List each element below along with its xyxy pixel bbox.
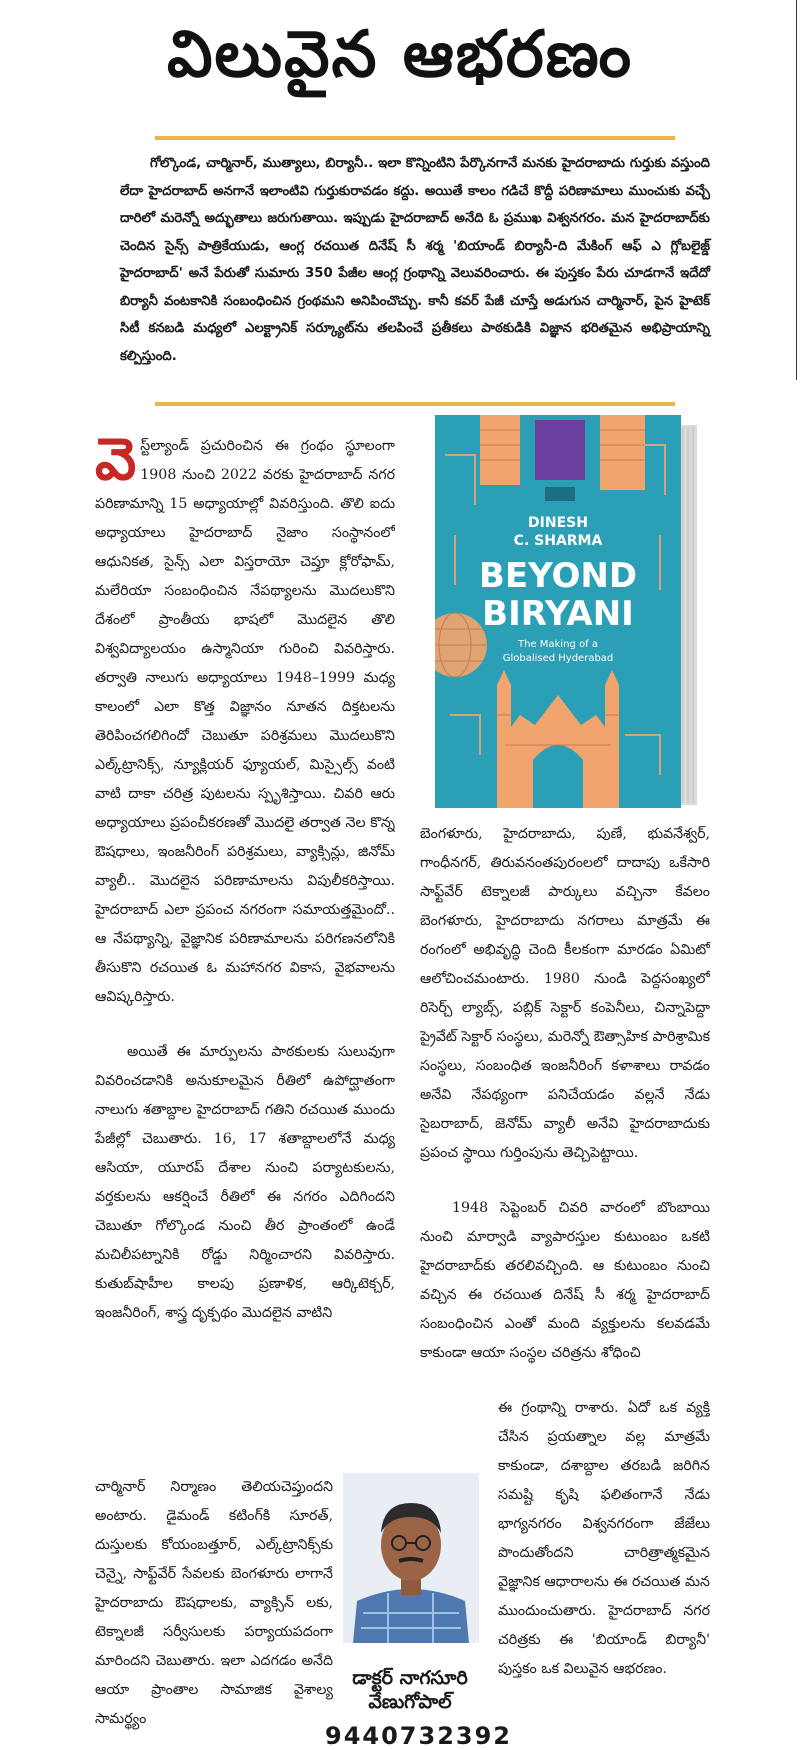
left-lower-column: [95, 1473, 333, 1745]
right-paragraph-2: 1948 సెప్టెంబర్ చివరి వారంలో బొంబాయి నుంచి మార్వాడి వ్యాపారస్తుల కుటుంబం ఒకటి హైదరాబాద్‌కు తరలివచ్చింది. ఆ కుటుంబం నుంచి వచ్చిన ఈ రచయిత దినేష్ సీ శర్మ హైదరాబాద్ సంబంధించిన ఎంతో మంది వ్యక్తులను కలవడమే కాకుండా ఆయా సంస్థల చరిత్రను శోధించి: [420, 1200, 710, 1361]
right-paragraph-1: బెంగళూరు, హైదరాబాదు, పుణే, భువనేశ్వర్, గాంధీనగర్, తిరువనంతపురంలలో దాదాపు ఒకేసారి సాఫ్ట్‌వేర్ టెక్నాలజీ పార్కులు వచ్చినా కేవలం బెంగళూరు, హైదరాబాదు నగరాలు మాత్రమే ఈ రంగంలో అభివృద్ధి చెంది కీలకంగా మారడం ఏమిటో ఆలోచించమంటారు. 1980 నుండి పెద్దసంఖ్యలో రిసెర్చ్ ల్యాబ్స్, పబ్లిక్ సెక్టార్ కంపెనీలు, చిన్నాపెద్దా ప్రైవేట్ సెక్టార్ సంస్థలు, మరెన్నో ఔత్సాహిక పారిశ్రామిక సంస్థలు, సంబంధిత ఇంజనీరింగ్ కళాశాలు రావడం అనేవి నేపథ్యంగా పనిచేయడం వల్లనే నేడు సైబరాబాద్, జెనోమ్ వ్యాలీ అనేవి హైదరాబాదుకు ప్రపంచ స్థాయి గుర్తింపును తెచ్చిపెట్టాయి.: [420, 826, 710, 1161]
book-author-line1: DINESH: [528, 515, 588, 531]
book-title-line2: BIRYANI: [482, 594, 634, 634]
author-name: [325, 1666, 495, 1714]
left-paragraph-3: చార్మినార్ నిర్మాణం తెలియచెప్తుందని అంటారు. డైమండ్ కటింగ్‌కి సూరత్, దుస్తులకు కోయంబత్తూర్, ఎల్క్‌ట్రానిక్స్‌కు చెన్నై, సాఫ్ట్‌వేర్ సేవలకు బెంగళూరు లాగానే హైదరాబాదు ఔషధాలకు, వ్యాక్సిన్ లకు, టెక్నాలజీ సర్వీసులకు పర్యాయపదంగా మారిందని చెబుతారు. ఇలా ఎదగడం అనేది ఆయా ప్రాంతాల సామాజిక వైశాల్య సామర్థ్యం: [95, 1479, 333, 1727]
page-title: విలువైన ఆభరణం: [166, 18, 634, 92]
author-name-line2: వేణుగోపాల్: [368, 1691, 452, 1713]
book-title-line1: BEYOND: [478, 556, 638, 596]
left-paragraph-1: [95, 432, 395, 1012]
intro-paragraph: గోల్కొండ, చార్మినార్, ముత్యాలు, బిర్యానీ.. ఇలా కొన్నింటిని పేర్కొనగానే మనకు హైదరాబాదు గుర్తుకు వస్తుంది లేదా హైదరాబాద్ అనగానే ఇలాంటివి గుర్తుకురావడం కద్దు. అయితే కాలం గడిచే కొద్దీ పరిణామాలు ముంచుకు వచ్చే దారిలో మరెన్నో అద్భుతాలు జరుగుతాయి. ఇప్పుడు హైదరాబాద్ అనేది ఓ ప్రముఖ విశ్వనగరం. మన హైదరాబాద్‌కు చెందిన సైన్స్ పాత్రికేయుడు, ఆంగ్ల రచయిత దినేష్ సీ శర్మ 'బియాండ్ బిర్యానీ-ది మేకింగ్ ఆఫ్ ఎ గ్లోబలైజ్డ్ హైదరాబాద్' అనే పేరుతో సుమారు 350 పేజీల ఆంగ్ల గ్రంథాన్ని వెలువరించారు. ఈ పుస్తకం పేరు చూడగానే ఇదేదో బిర్యానీ వంటకానికి సంబంధించిన గ్రంథమని అనిపించొచ్చు. కానీ కవర్ పేజీ చూస్తే అడుగున చార్మినార్, పైన హైటెక్ సిటీ కనబడి మధ్యలో ఎలక్ట్రానిక్ సర్క్యూట్‌ను తలపించే ప్రతీకలు పాఠకుడికి విజ్ఞాన భరితమైన అభిప్రాయాన్ని కల్పిస్తుంది.: [120, 156, 710, 364]
left-paragraph-1-text: స్ట్‌ల్యాండ్ ప్రచురించిన ఈ గ్రంథం స్థూలంగా 1908 నుంచి 2022 వరకు హైదరాబాద్ నగర పరిణామాన్ని 15 అధ్యాయాల్లో వివరిస్తుంది. తొలి ఐదు అధ్యాయాలు హైదరాబాద్ నైజాం సంస్థానంలో ఆధునికత, సైన్స్ ఎలా విస్తరాయో చెప్తూ క్లోరోఫామ్, మలేరియా సంబంధించిన నేపథ్యాలను మొదలుకొని దేశంలో ప్రాంతీయ భాషలో మొదలైన తొలి విశ్వవిద్యాలయం ఉస్మానియా గురించి వివరిస్తారు. తర్వాతి నాలుగు అధ్యాయాలు 1948–1999 మధ్య కాలంలో ఎలా కొత్త విజ్ఞానం నూతన దిక్తటలను తెరిపించగలిగిందో చెబుతూ పరిశ్రమలు మొదలుకొని ఎల్క్‌ట్రానిక్స్, న్యూక్లియర్ ఫ్యూయల్, మిస్సైల్స్ వంటి వాటి దాకా చరిత్ర పుటలను స్పృశిస్తాయి. చివరి ఆరు అధ్యాయాలు ప్రపంచీకరణతో మొదలై తర్వాత నెల కొన్న ఔషధాలు, ఇంజనీరింగ్ పరిశ్రమలు, వ్యాక్సిన్లు, జినోమ్ వ్యాలీ.. మొదలైన పరిణామాలను విపులీకరిస్తాయి. హైదరాబాద్ ఎలా ప్రపంచ నగరంగా సమాయత్తమైందో.. ఆ నేపథ్యాన్ని, వైజ్ఞానిక పరిణామాలను పరిగణనలోనికి తీసుకొని రచయిత ఓ మహానగర వికాస, వైభవాలను ఆవిష్కరిస్తారు.: [95, 438, 395, 1005]
right-paragraph-3: ఈ గ్రంథాన్ని రాశారు. ఏదో ఒక వ్యక్తి చేసిన ప్రయత్నాల వల్ల మాత్రమే కాకుండా, దశాబ్దాల తరబడి జరిగిన సమష్టి కృషి ఫలితంగానే నేడు భాగ్యనగరం విశ్వనగరంగా జేజేలు పొందుతోందని చారిత్రాత్మకమైన వైజ్ఞానిక ఆధారాలను ఈ రచయిత మన ముందుంచుతారు. హైదరాబాద్ నగర చరిత్రకు ఈ 'బియాండ్ బిర్యానీ' పుస్తకం ఒక విలువైన ఆభరణం.: [498, 1400, 710, 1677]
book-subtitle-line1: The Making of a: [518, 639, 598, 650]
book-subtitle-line2: Globalised Hyderabad: [502, 653, 614, 664]
top-gold-rule: [155, 136, 675, 140]
book-author-line2: C. SHARMA: [513, 533, 603, 549]
author-name-line1: డాక్టర్ నాగసూరి: [352, 1667, 468, 1689]
drop-cap: వె: [95, 432, 137, 493]
author-phone: 9440732392: [325, 1722, 512, 1750]
author-photo: [343, 1473, 479, 1643]
book-cover-image: [435, 415, 697, 808]
left-paragraph-2: అయితే ఈ మార్పులను పాఠకులకు సులువుగా వివరించడానికి అనుకూలమైన రీతిలో ఉపోద్ఘాతంగా నాలుగు శతాబ్దాల హైదరాబాద్ గతిని రచయిత ముందు పేజీల్లో చెబుతారు. 16, 17 శతాబ్దాలలోనే మధ్య ఆసియా, యూరప్ దేశాల నుంచి పర్యాటకులను, వర్తకులను ఆకర్షించే రీతిలో ఈ నగరం ఎదిగిందని చెబుతూ గోల్కొండ నుంచి తీర ప్రాంతంలో ఉండే మచిలీపట్నానికి రోడ్డు నిర్మించారని వివరిస్తారు. కుతుబ్‌షాహీల కాలపు ప్రణాళిక, ఆర్కిటెక్చర్, ఇంజనీరింగ్, శాస్త్ర దృక్పథం మొదలైన వాటిని: [95, 1044, 395, 1321]
bottom-gold-rule: [155, 402, 675, 406]
